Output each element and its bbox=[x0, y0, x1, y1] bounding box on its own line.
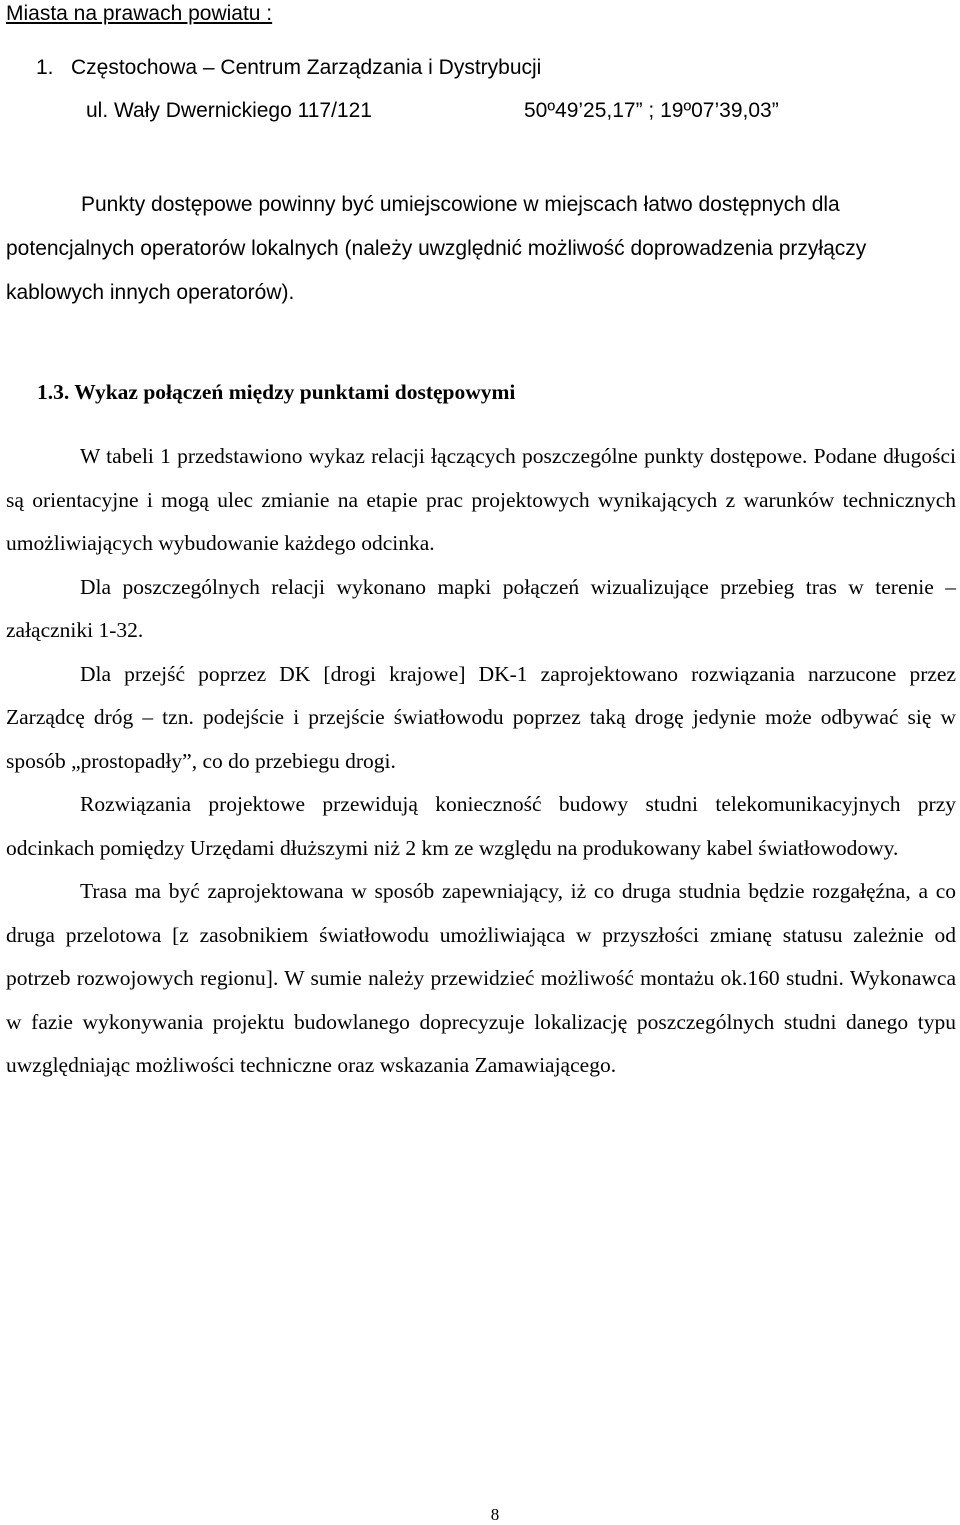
list-item-name: Częstochowa – Centrum Zarządzania i Dystrybucji bbox=[71, 56, 542, 79]
body-text bbox=[6, 435, 956, 1088]
address-text: ul. Wały Dwernickiego 117/121 bbox=[86, 99, 372, 122]
paragraph: Dla poszczególnych relacji wykonano mapki połączeń wizualizujące przebieg tras w terenie – załączniki 1-32. bbox=[6, 574, 956, 642]
access-points-paragraph bbox=[6, 183, 956, 315]
paragraph: Trasa ma być zaprojektowana w sposób zapewniający, iż co druga studnia będzie rozgałęźna, a co druga przelotowa [z zasobnikiem światłowodu umożliwiająca w przyszłości zmianę statusu zależnie od potrzeb rozwojowych regionu]. W sumie należy przewidzieć możliwość montażu ok.160 studni. Wykonawca w fazie wykonywania projektu budowlanego doprecyzuje lokalizację poszczególnych studni danego typu uwzględniając możliwości techniczne oraz wskazania Zamawiającego. bbox=[6, 879, 956, 1077]
section-title: 1.3. Wykaz połączeń między punktami dostępowymi bbox=[37, 380, 516, 404]
list-item-number: 1. bbox=[36, 56, 54, 79]
section-heading-cities: Miasta na prawach powiatu : bbox=[6, 2, 273, 25]
access-points-text: Punkty dostępowe powinny być umiejscowione w miejscach łatwo dostępnych dla potencjalnych operatorów lokalnych (należy uwzględnić możliwość doprowadzenia przyłączy kablowych innych operatorów). bbox=[6, 193, 867, 304]
paragraph: Rozwiązania projektowe przewidują konieczność budowy studni telekomunikacyjnych przy odcinkach pomiędzy Urzędami dłuższymi niż 2 km ze względu na produkowany kabel światłowodowy. bbox=[6, 792, 956, 860]
paragraph: W tabeli 1 przedstawiono wykaz relacji łączących poszczególne punkty dostępowe. Podane długości są orientacyjne i mogą ulec zmianie na etapie prac projektowych wynikających z warunków technicznych umożliwiających wybudowanie każdego odcinka. bbox=[6, 444, 956, 555]
paragraph: Dla przejść poprzez DK [drogi krajowe] DK-1 zaprojektowano rozwiązania narzucone przez Zarządcę dróg – tzn. podejście i przejście światłowodu poprzez taką drogę jedynie może odbywać się w sposób „prostopadły”, co do przebiegu drogi. bbox=[6, 661, 956, 773]
coordinates-text: 50º49’25,17” ; 19º07’39,03” bbox=[524, 99, 779, 122]
page-number: 8 bbox=[490, 1505, 500, 1524]
